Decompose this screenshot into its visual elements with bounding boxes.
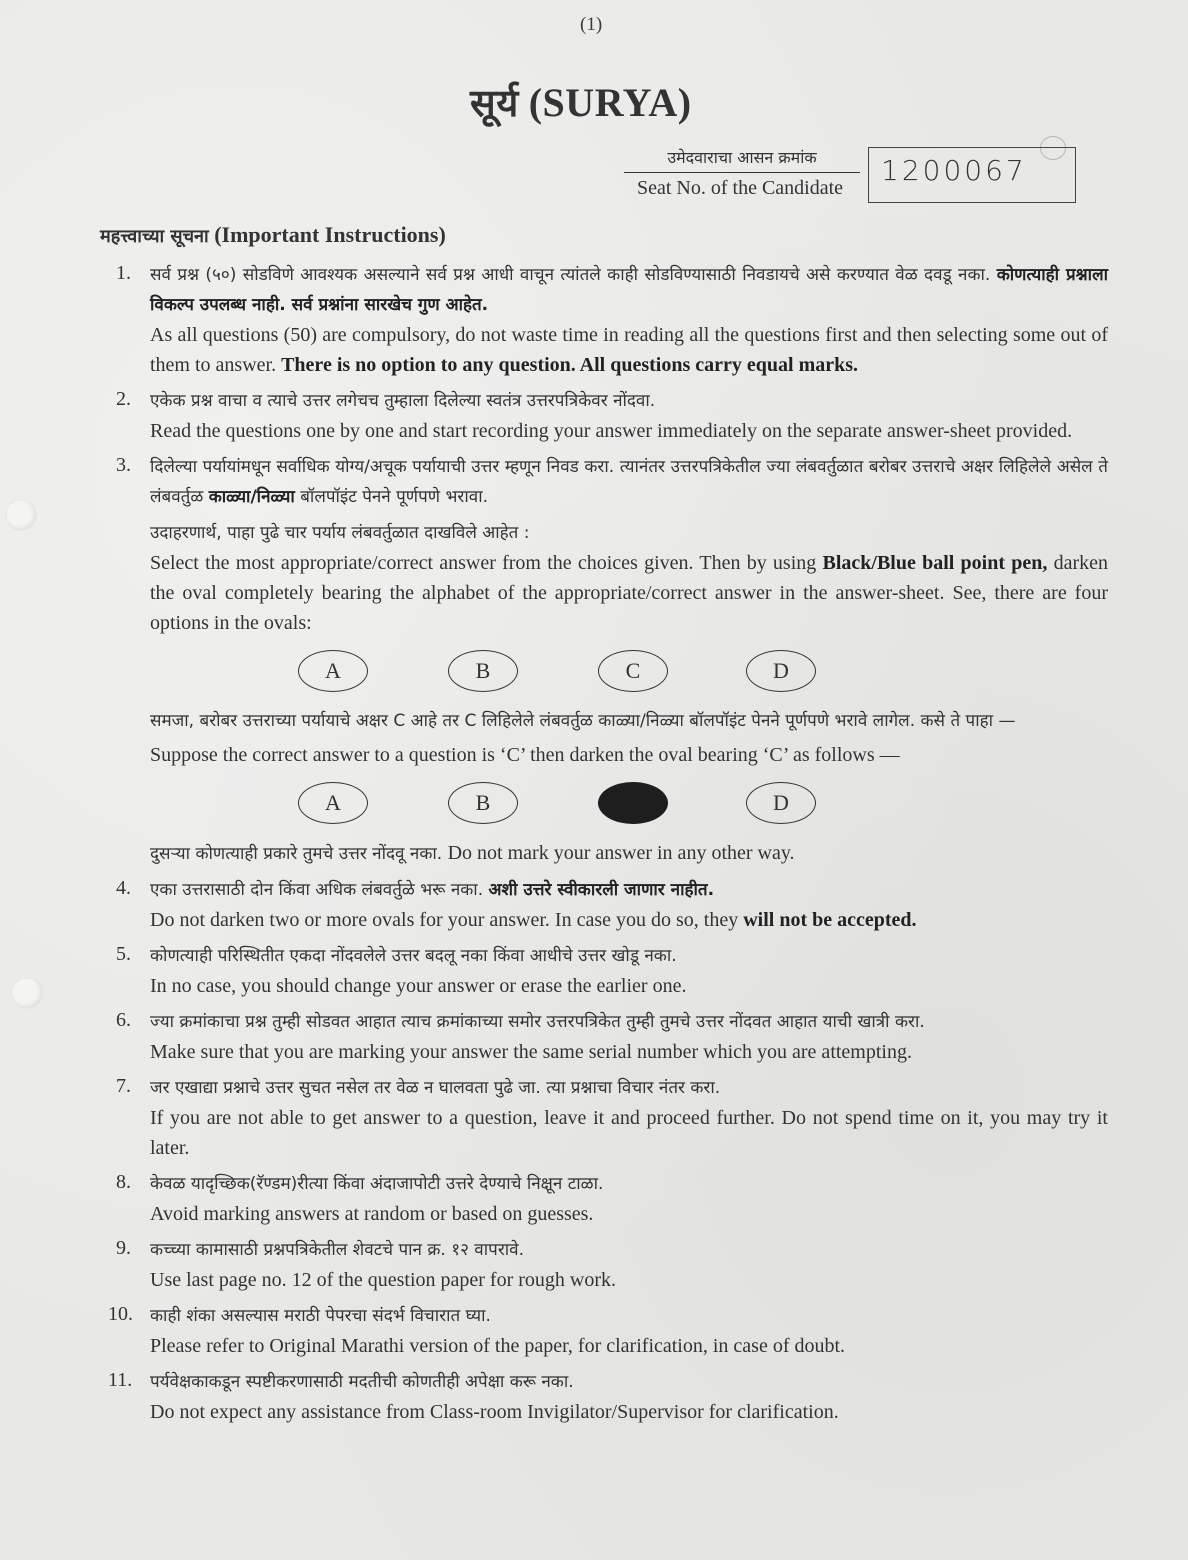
instruction-english: If you are not able to get answer to a question, leave it and proceed further. Do not spend time on it, you may try it later. <box>150 1107 1108 1159</box>
instruction-item <box>108 260 1108 380</box>
example-marathi: उदाहरणार्थ, पाहा पुढे चार पर्याय लंबवर्तुळात दाखविले आहेत : <box>150 523 530 543</box>
text: सर्व प्रश्न (५०) सोडविणे आवश्यक असल्याने सर्व प्रश्न आधी वाचून त्यांतले काही सोडविण्यासाठी निवडायचे असे करण्यात वेळ दवडू नका. <box>150 265 991 285</box>
instruction-item <box>108 1367 1108 1427</box>
item-number: 9. <box>116 1237 131 1259</box>
marked-ovals <box>298 782 1108 828</box>
text: darken the oval completely bearing the alphabet of the appropriate/correct answer in the answer-sheet. See, there are four options in the ovals: <box>150 552 1109 634</box>
punch-hole <box>6 500 36 530</box>
instruction-item <box>108 1235 1108 1295</box>
instruction-marathi: पर्यवेक्षकाकडून स्पष्टीकरणासाठी मदतीची कोणतीही अपेक्षा करू नका. <box>150 1372 574 1392</box>
item-number: 6. <box>116 1009 131 1031</box>
oval-d: D <box>746 650 816 692</box>
bold-text: Black/Blue ball point pen, <box>822 552 1048 574</box>
instruction-marathi <box>150 260 1108 320</box>
instruction-english: Use last page no. 12 of the question paper for rough work. <box>150 1269 616 1291</box>
bold-text: There is no option to any question. All questions carry equal marks. <box>281 354 859 376</box>
instruction-item <box>108 386 1108 446</box>
page-number: (1) <box>580 14 603 35</box>
instruction-english <box>150 905 1108 935</box>
oval-b: B <box>448 650 518 692</box>
instruction-english: Do not expect any assistance from Class-room Invigilator/Supervisor for clarification. <box>150 1401 839 1423</box>
instruction-english: Read the questions one by one and start recording your answer immediately on the separate answer-sheet provided. <box>150 420 1073 442</box>
item-number: 3. <box>116 454 131 476</box>
instruction-marathi <box>150 875 1108 905</box>
instruction-marathi: ज्या क्रमांकाचा प्रश्न तुम्ही सोडवत आहात त्याच क्रमांकाच्या समोर उत्तरपत्रिकेत तुम्ही तुमचे उत्तर नोंदवत आहात याची खात्री करा. <box>150 1012 925 1032</box>
instruction-item <box>108 1073 1108 1163</box>
instruction-marathi: कोणत्याही परिस्थितीत एकदा नोंदवलेले उत्तर बदलू नका किंवा आधीचे उत्तर खोडू नका. <box>150 946 677 966</box>
seat-label-english: Seat No. of the Candidate <box>636 177 844 199</box>
instruction-list <box>108 260 1108 1433</box>
oval-c: C <box>598 650 668 692</box>
instructions-heading <box>100 222 446 248</box>
instruction-english: Make sure that you are marking your answer the same serial number which you are attempting. <box>150 1041 912 1063</box>
heading-marathi: महत्त्वाच्या सूचना <box>100 226 209 247</box>
item-number: 11. <box>108 1369 133 1391</box>
instruction-english <box>150 548 1108 638</box>
instruction-english: Avoid marking answers at random or based on guesses. <box>150 1203 594 1225</box>
text: दिलेल्या पर्यायांमधून सर्वाधिक योग्य/अचूक पर्यायाची उत्तर म्हणून निवड करा. त्यानंतर उत्तरपत्रिकेतील ज्या लंबवर्तुळात बरोबर उत्तराचे अक्षर लिहिलेले असेल ते लंबवर्तुळ <box>150 457 1108 507</box>
title-marathi: सूर्य <box>470 81 519 125</box>
text: एका उत्तरासाठी दोन किंवा अधिक लंबवर्तुळे भरू नका. <box>150 880 484 900</box>
seat-label <box>620 146 860 200</box>
text: बॉलपॉइंट पेनने पूर्णपणे भरावा. <box>300 487 489 507</box>
seat-number-box: 1200067 <box>868 147 1076 203</box>
oval-a: A <box>298 650 368 692</box>
instruction-item <box>108 875 1108 935</box>
punch-hole <box>12 978 42 1008</box>
suppose-marathi: समजा, बरोबर उत्तराच्या पर्यायाचे अक्षर C आहे तर C लिहिलेले लंबवर्तुळ काळ्या/निळ्या बॉलपॉइंट पेनने पूर्णपणे भरावे लागेल. कसे ते पाहा — <box>150 711 1016 731</box>
oval-a: A <box>298 782 368 824</box>
instruction-english: In no case, you should change your answer or erase the earlier one. <box>150 975 687 997</box>
item-number: 8. <box>116 1171 131 1193</box>
item-number: 7. <box>116 1075 131 1097</box>
oval-d: D <box>746 782 816 824</box>
item-number: 2. <box>116 388 131 410</box>
oval-b: B <box>448 782 518 824</box>
item-number: 5. <box>116 943 131 965</box>
instruction-marathi: एकेक प्रश्न वाचा व त्याचे उत्तर लगेचच तुम्हाला दिलेल्या स्वतंत्र उत्तरपत्रिकेवर नोंदवा. <box>150 391 656 411</box>
instruction-marathi: काही शंका असल्यास मराठी पेपरचा संदर्भ विचारात घ्या. <box>150 1306 491 1326</box>
instruction-item <box>108 1007 1108 1067</box>
instruction-item <box>108 941 1108 1001</box>
item-number: 1. <box>116 262 131 284</box>
heading-english: (Important Instructions) <box>214 222 446 247</box>
instruction-marathi: जर एखाद्या प्रश्नाचे उत्तर सुचत नसेल तर वेळ न घालवता पुढे जा. त्या प्रश्नाचा विचार नंतर करा. <box>150 1078 721 1098</box>
example-ovals <box>298 650 1108 696</box>
text: Do not darken two or more ovals for your answer. In case you do so, they <box>150 909 739 931</box>
other-way-note <box>150 838 1108 869</box>
instruction-item <box>108 1169 1108 1229</box>
title-english: (SURYA) <box>528 80 692 125</box>
instruction-marathi: केवळ यादृच्छिक(रॅण्डम)रीत्या किंवा अंदाजापोटी उत्तरे देण्याचे निक्षून टाळा. <box>150 1174 604 1194</box>
bold-text: अशी उत्तरे स्वीकारली जाणार नाहीत. <box>488 880 715 900</box>
instruction-marathi <box>150 452 1108 512</box>
item-number: 4. <box>116 877 131 899</box>
instruction-marathi: कच्च्या कामासाठी प्रश्नपत्रिकेतील शेवटचे पान क्र. १२ वापरावे. <box>150 1240 525 1260</box>
instruction-english: Please refer to Original Marathi version of the paper, for clarification, in case of doubt. <box>150 1335 846 1357</box>
seat-label-marathi: उमेदवाराचा आसन क्रमांक <box>624 146 860 173</box>
text: Do not mark your answer in any other way. <box>447 842 795 864</box>
bold-text: कोणत्याही प्रश्नाला विकल्प उपलब्ध नाही. सर्व प्रश्नांना सारखेच गुण आहेत. <box>150 265 1108 315</box>
suppose-english: Suppose the correct answer to a question is ‘C’ then darken the oval bearing ‘C’ as follows — <box>150 744 900 766</box>
text: Select the most appropriate/correct answer from the choices given. Then by using <box>150 552 817 574</box>
instruction-english <box>150 320 1108 380</box>
oval-c-filled <box>598 782 668 824</box>
bold-text: will not be accepted. <box>743 909 917 931</box>
item-number: 10. <box>108 1303 133 1325</box>
bold-text: काळ्या/निळ्या <box>208 487 295 507</box>
instruction-item <box>108 1301 1108 1361</box>
text: दुसऱ्या कोणत्याही प्रकारे तुमचे उत्तर नोंदवू नका. <box>150 844 443 864</box>
instruction-item <box>108 452 1108 869</box>
text: As all questions (50) are compulsory, do not waste time in reading all the questions first and then selecting some out of them to answer. <box>150 324 1108 376</box>
page-title <box>470 76 692 128</box>
